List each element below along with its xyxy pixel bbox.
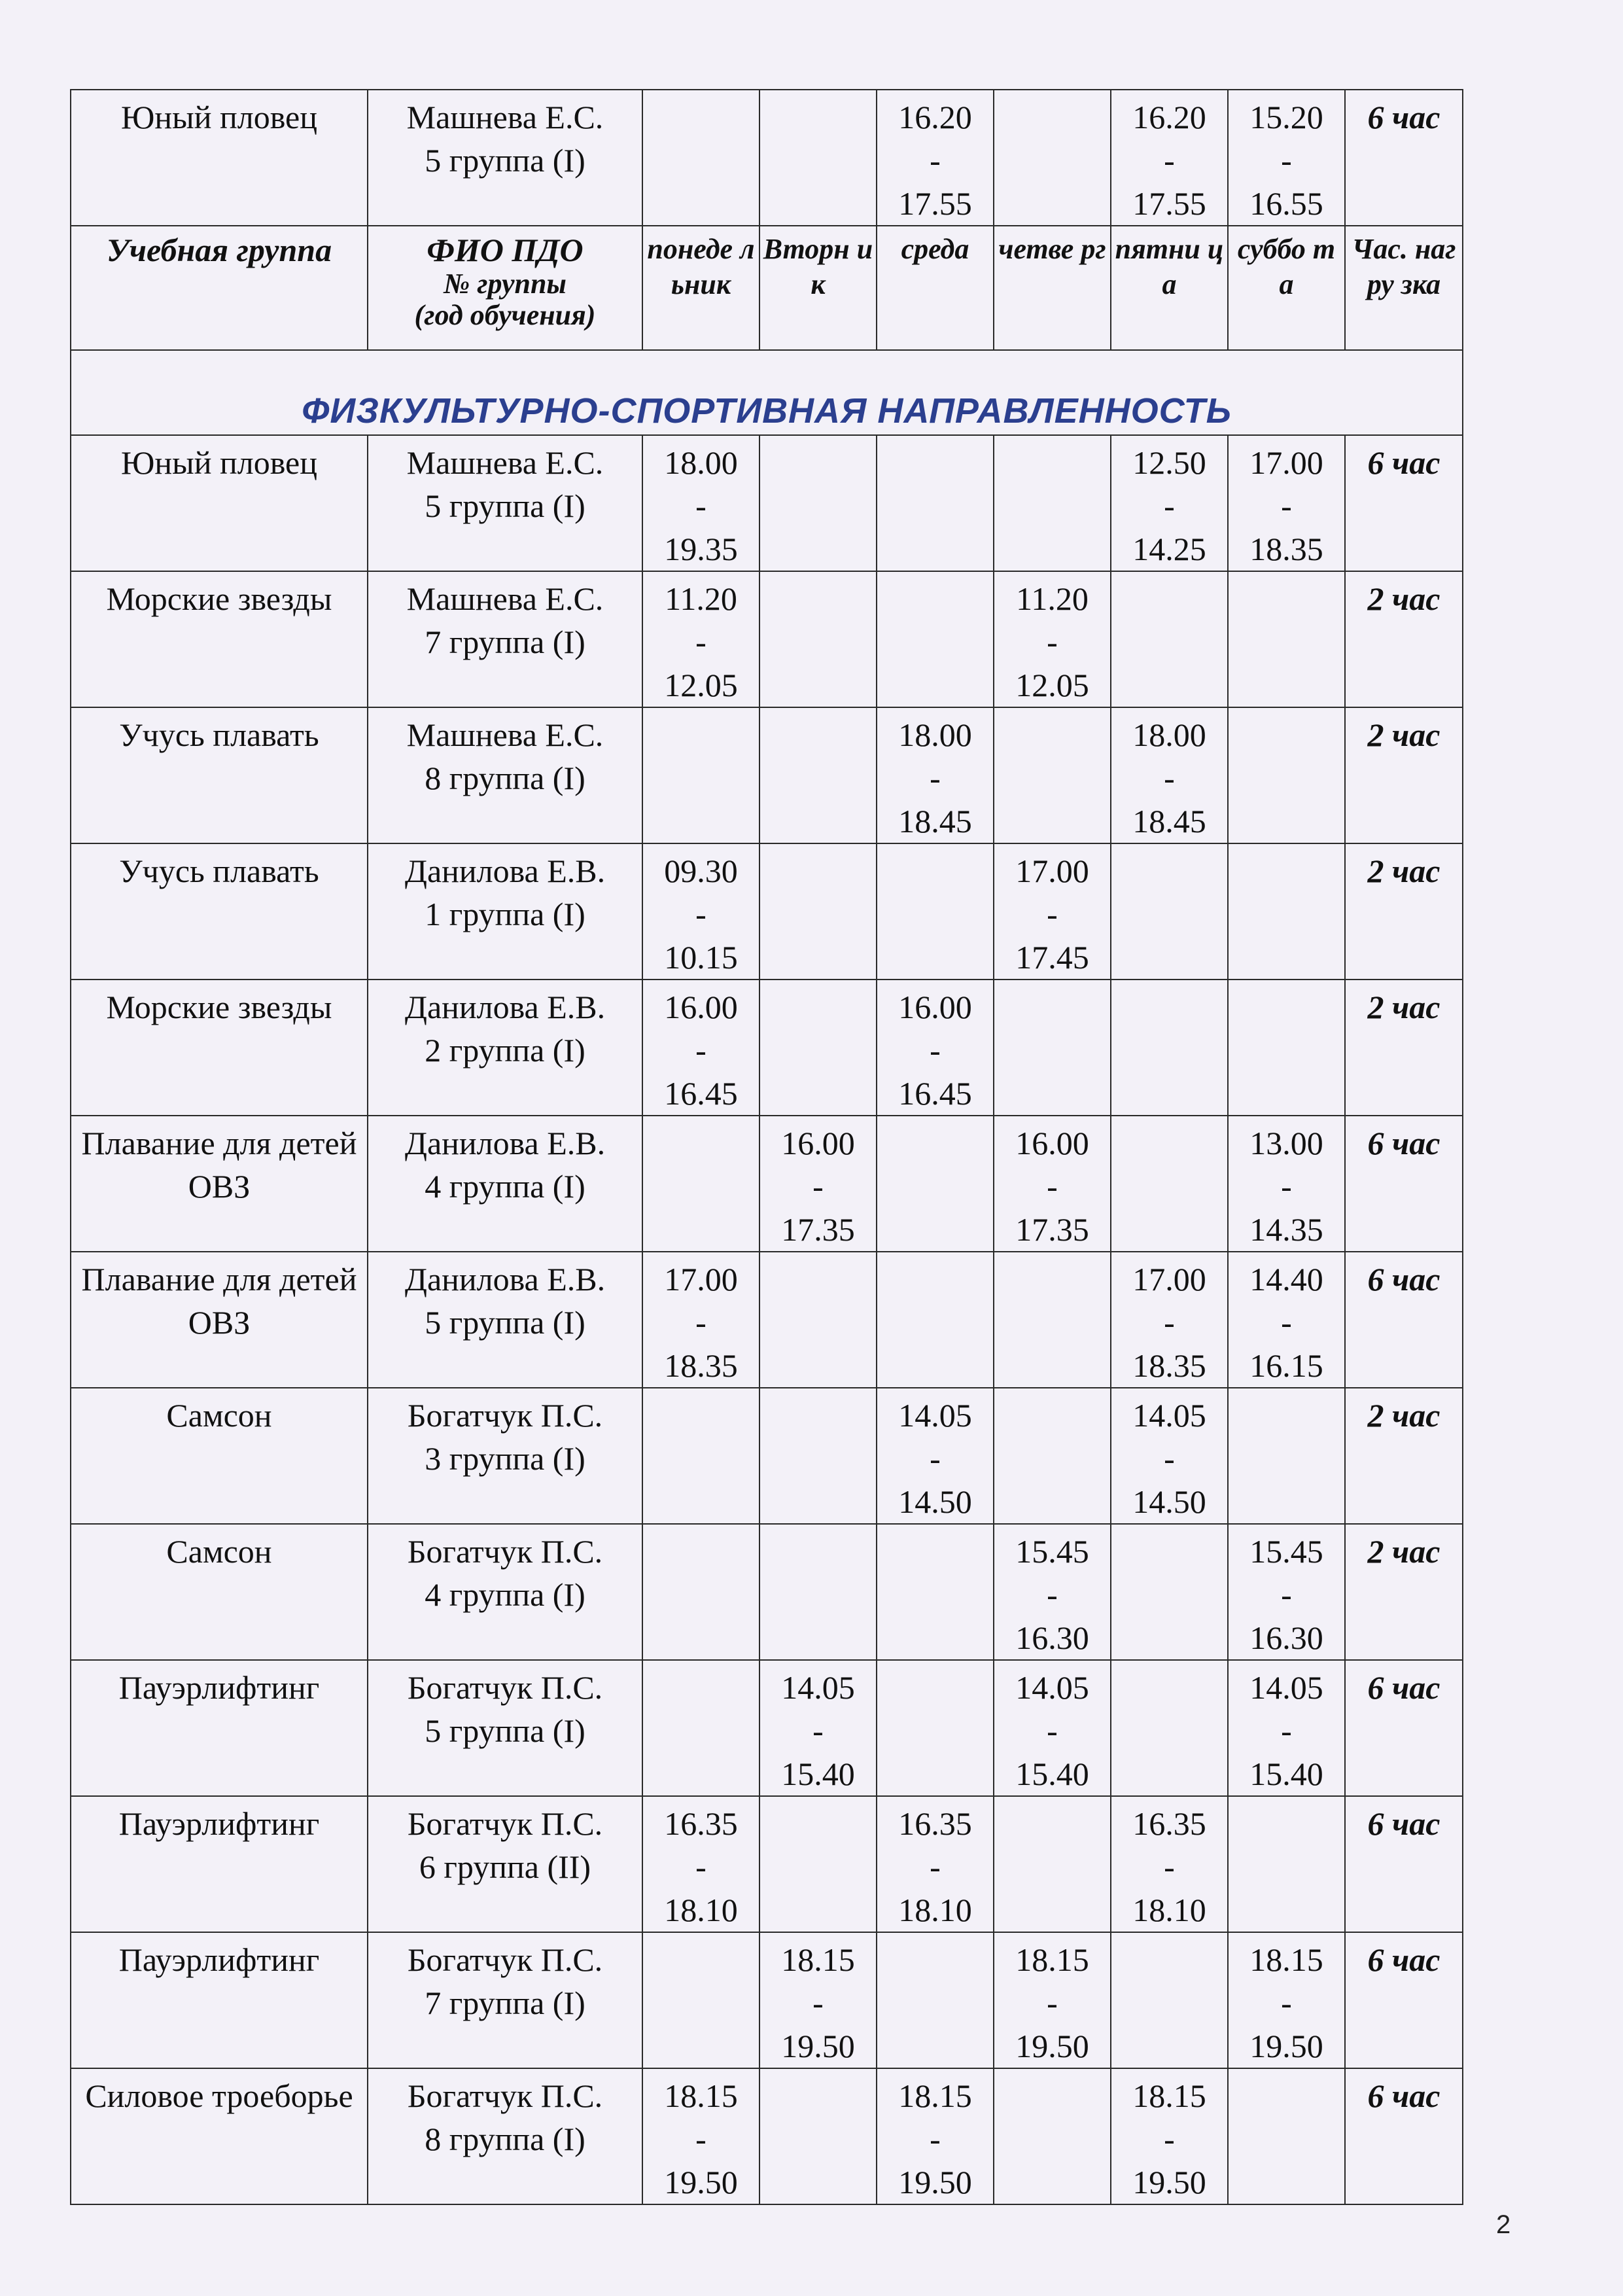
schedule-table bbox=[70, 89, 1463, 2205]
time-cell-friday bbox=[1111, 1796, 1228, 1932]
subgroup-label: 6 группа (II) bbox=[419, 1848, 591, 1885]
header-teacher bbox=[368, 226, 642, 350]
time-cell-monday bbox=[642, 707, 759, 843]
time-text: 16.45 bbox=[898, 1075, 972, 1112]
time-cell-friday bbox=[1111, 1660, 1228, 1796]
time-text: - bbox=[930, 2121, 941, 2157]
time-cell-thursday bbox=[994, 90, 1111, 226]
time-text: 16.00 bbox=[898, 989, 972, 1025]
time-cell-saturday bbox=[1228, 1116, 1345, 1252]
time-text: 16.20 bbox=[1132, 99, 1206, 135]
time-text: 18.00 bbox=[898, 716, 972, 753]
time-cell-thursday bbox=[994, 980, 1111, 1116]
table-row bbox=[71, 707, 1463, 843]
time-text: 18.35 bbox=[664, 1347, 738, 1384]
hours-cell: 6 час bbox=[1345, 2068, 1463, 2204]
header-monday: понеде льник bbox=[642, 226, 759, 350]
teacher-cell bbox=[368, 707, 642, 843]
time-cell-friday bbox=[1111, 1524, 1228, 1660]
hours-cell: 6 час bbox=[1345, 1796, 1463, 1932]
time-cell-saturday bbox=[1228, 1660, 1345, 1796]
time-text: - bbox=[1281, 142, 1292, 179]
group-name-cell: Учусь плавать bbox=[71, 707, 368, 843]
header-tuesday: Вторн ик bbox=[759, 226, 877, 350]
header-study-year: (год обучения) bbox=[414, 299, 596, 331]
time-cell-thursday bbox=[994, 1252, 1111, 1388]
time-cell-monday bbox=[642, 2068, 759, 2204]
time-cell-monday bbox=[642, 1660, 759, 1796]
time-text: 17.35 bbox=[1015, 1211, 1089, 1248]
time-text: - bbox=[695, 624, 707, 660]
time-cell-saturday bbox=[1228, 1388, 1345, 1524]
time-text: 15.45 bbox=[1249, 1533, 1323, 1570]
time-cell-thursday bbox=[994, 1116, 1111, 1252]
teacher-cell bbox=[368, 435, 642, 571]
time-text: - bbox=[1047, 624, 1058, 660]
time-text: 16.55 bbox=[1249, 185, 1323, 222]
time-cell-tuesday bbox=[759, 1524, 877, 1660]
time-text: 12.05 bbox=[1015, 667, 1089, 703]
time-cell-monday bbox=[642, 1524, 759, 1660]
time-text: 15.40 bbox=[781, 1756, 855, 1792]
group-name-cell: Силовое троеборье bbox=[71, 2068, 368, 2204]
time-cell-tuesday bbox=[759, 980, 877, 1116]
page-number: 2 bbox=[1496, 2210, 1511, 2239]
time-cell-friday bbox=[1111, 843, 1228, 980]
time-text: 14.05 bbox=[1015, 1669, 1089, 1706]
group-name-cell: Пауэрлифтинг bbox=[71, 1932, 368, 2068]
time-cell-saturday bbox=[1228, 435, 1345, 571]
group-name-cell: Юный пловец bbox=[71, 435, 368, 571]
time-text: 09.30 bbox=[664, 853, 738, 889]
time-text: - bbox=[930, 1440, 941, 1477]
time-text: 14.05 bbox=[781, 1669, 855, 1706]
teacher-name: Богатчук П.С. bbox=[407, 2077, 603, 2114]
time-text: 14.50 bbox=[898, 1483, 972, 1520]
teacher-cell bbox=[368, 1660, 642, 1796]
time-text: 16.00 bbox=[664, 989, 738, 1025]
time-cell-friday bbox=[1111, 1116, 1228, 1252]
time-text: 18.00 bbox=[1132, 716, 1206, 753]
subgroup-label: 2 группа (I) bbox=[425, 1032, 585, 1069]
time-cell-monday bbox=[642, 843, 759, 980]
time-cell-monday bbox=[642, 571, 759, 707]
table-row bbox=[71, 980, 1463, 1116]
time-text: - bbox=[1164, 142, 1175, 179]
teacher-name: Машнева Е.С. bbox=[406, 580, 604, 617]
time-cell-monday bbox=[642, 980, 759, 1116]
time-text: - bbox=[812, 1985, 824, 2021]
time-cell-friday bbox=[1111, 571, 1228, 707]
time-text: 14.05 bbox=[1249, 1669, 1323, 1706]
table-row bbox=[71, 1116, 1463, 1252]
hours-cell: 2 час bbox=[1345, 1524, 1463, 1660]
time-text: 17.00 bbox=[1132, 1261, 1206, 1298]
time-text: - bbox=[1281, 1576, 1292, 1613]
time-text: - bbox=[1164, 1440, 1175, 1477]
table-row bbox=[71, 1252, 1463, 1388]
time-text: 16.15 bbox=[1249, 1347, 1323, 1384]
time-text: - bbox=[812, 1168, 824, 1205]
time-cell-thursday bbox=[994, 1524, 1111, 1660]
hours-cell: 2 час bbox=[1345, 1388, 1463, 1524]
header-thursday: четве рг bbox=[994, 226, 1111, 350]
subgroup-label: 1 группа (I) bbox=[425, 896, 585, 932]
time-text: - bbox=[1047, 1168, 1058, 1205]
time-cell-saturday bbox=[1228, 843, 1345, 980]
table-row bbox=[71, 1932, 1463, 2068]
time-cell-wednesday bbox=[877, 980, 994, 1116]
time-cell-monday bbox=[642, 90, 759, 226]
time-text: 19.50 bbox=[781, 2028, 855, 2064]
time-cell-thursday bbox=[994, 1796, 1111, 1932]
teacher-cell bbox=[368, 1388, 642, 1524]
subgroup-label: 5 группа (I) bbox=[425, 1304, 585, 1341]
time-cell-friday bbox=[1111, 707, 1228, 843]
table-row bbox=[71, 1660, 1463, 1796]
group-name-cell: Плавание для детей ОВЗ bbox=[71, 1116, 368, 1252]
teacher-cell bbox=[368, 90, 642, 226]
hours-cell: 6 час bbox=[1345, 1660, 1463, 1796]
time-cell-thursday bbox=[994, 1932, 1111, 2068]
header-group-number: № группы bbox=[444, 268, 567, 300]
hours-cell: 2 час bbox=[1345, 980, 1463, 1116]
group-name-cell: Морские звезды bbox=[71, 980, 368, 1116]
time-text: - bbox=[695, 1848, 707, 1885]
table-row bbox=[71, 1524, 1463, 1660]
time-cell-friday bbox=[1111, 435, 1228, 571]
subgroup-label: 7 группа (I) bbox=[425, 624, 585, 660]
time-text: 14.40 bbox=[1249, 1261, 1323, 1298]
subgroup-label: 5 группа (I) bbox=[425, 487, 585, 524]
time-text: - bbox=[1164, 487, 1175, 524]
time-cell-thursday bbox=[994, 571, 1111, 707]
time-text: - bbox=[930, 142, 941, 179]
teacher-name: Богатчук П.С. bbox=[407, 1533, 603, 1570]
time-cell-tuesday bbox=[759, 1796, 877, 1932]
time-text: - bbox=[1047, 1712, 1058, 1749]
time-cell-friday bbox=[1111, 980, 1228, 1116]
time-text: 18.15 bbox=[1132, 2077, 1206, 2114]
teacher-name: Богатчук П.С. bbox=[407, 1941, 603, 1978]
time-cell-wednesday bbox=[877, 1932, 994, 2068]
time-text: 19.50 bbox=[664, 2164, 738, 2200]
time-text: - bbox=[930, 1848, 941, 1885]
group-name-cell: Пауэрлифтинг bbox=[71, 1796, 368, 1932]
time-text: - bbox=[1281, 1304, 1292, 1341]
table-row bbox=[71, 571, 1463, 707]
section-title: ФИЗКУЛЬТУРНО-СПОРТИВНАЯ НАПРАВЛЕННОСТЬ bbox=[71, 350, 1463, 435]
time-cell-wednesday bbox=[877, 707, 994, 843]
header-friday: пятни ца bbox=[1111, 226, 1228, 350]
time-cell-saturday bbox=[1228, 90, 1345, 226]
time-text: 19.35 bbox=[664, 531, 738, 567]
time-text: 17.35 bbox=[781, 1211, 855, 1248]
hours-cell: 2 час bbox=[1345, 843, 1463, 980]
time-text: - bbox=[930, 760, 941, 796]
table-row bbox=[71, 1388, 1463, 1524]
time-cell-saturday bbox=[1228, 571, 1345, 707]
time-text: - bbox=[1281, 1985, 1292, 2021]
time-text: 14.05 bbox=[898, 1397, 972, 1434]
time-cell-saturday bbox=[1228, 1932, 1345, 2068]
time-text: 19.50 bbox=[898, 2164, 972, 2200]
time-text: - bbox=[812, 1712, 824, 1749]
time-text: 18.15 bbox=[898, 2077, 972, 2114]
time-cell-saturday bbox=[1228, 2068, 1345, 2204]
group-name-cell: Морские звезды bbox=[71, 571, 368, 707]
teacher-name: Богатчук П.С. bbox=[407, 1805, 603, 1842]
hours-cell: 6 час bbox=[1345, 1252, 1463, 1388]
time-cell-monday bbox=[642, 1116, 759, 1252]
teacher-name: Данилова Е.В. bbox=[404, 989, 606, 1025]
time-text: 14.25 bbox=[1132, 531, 1206, 567]
group-name-cell: Учусь плавать bbox=[71, 843, 368, 980]
table-row bbox=[71, 2068, 1463, 2204]
time-cell-wednesday bbox=[877, 2068, 994, 2204]
subgroup-label: 4 группа (I) bbox=[425, 1576, 585, 1613]
time-cell-thursday bbox=[994, 707, 1111, 843]
time-text: 18.15 bbox=[664, 2077, 738, 2114]
header-teacher-name: ФИО ПДО bbox=[427, 232, 584, 268]
table-row bbox=[71, 90, 1463, 226]
subgroup-label: 3 группа (I) bbox=[425, 1440, 585, 1477]
teacher-name: Данилова Е.В. bbox=[404, 853, 606, 889]
time-cell-tuesday bbox=[759, 1932, 877, 2068]
time-text: 13.00 bbox=[1249, 1125, 1323, 1161]
time-text: 19.50 bbox=[1249, 2028, 1323, 2064]
time-text: - bbox=[1164, 760, 1175, 796]
time-cell-saturday bbox=[1228, 1252, 1345, 1388]
time-cell-wednesday bbox=[877, 571, 994, 707]
teacher-cell bbox=[368, 1796, 642, 1932]
time-cell-tuesday bbox=[759, 1660, 877, 1796]
time-cell-wednesday bbox=[877, 1252, 994, 1388]
time-text: - bbox=[1281, 1712, 1292, 1749]
time-text: - bbox=[1164, 1304, 1175, 1341]
header-saturday: суббо та bbox=[1228, 226, 1345, 350]
time-text: 14.35 bbox=[1249, 1211, 1323, 1248]
schedule-body bbox=[71, 90, 1463, 2204]
group-name-cell: Самсон bbox=[71, 1388, 368, 1524]
time-text: 11.20 bbox=[1016, 580, 1089, 617]
time-text: 19.50 bbox=[1132, 2164, 1206, 2200]
subgroup-label: 5 группа (I) bbox=[425, 1712, 585, 1749]
time-text: 10.15 bbox=[664, 939, 738, 976]
time-cell-saturday bbox=[1228, 1524, 1345, 1660]
time-cell-wednesday bbox=[877, 1660, 994, 1796]
time-cell-monday bbox=[642, 1252, 759, 1388]
time-text: 18.45 bbox=[898, 803, 972, 839]
time-cell-tuesday bbox=[759, 1388, 877, 1524]
time-text: 18.10 bbox=[1132, 1892, 1206, 1928]
section-row bbox=[71, 350, 1463, 435]
time-cell-wednesday bbox=[877, 1524, 994, 1660]
time-cell-tuesday bbox=[759, 843, 877, 980]
time-text: 15.45 bbox=[1015, 1533, 1089, 1570]
table-row bbox=[71, 843, 1463, 980]
time-cell-monday bbox=[642, 435, 759, 571]
header-group: Учебная группа bbox=[71, 226, 368, 350]
teacher-name: Машнева Е.С. bbox=[406, 99, 604, 135]
time-text: 12.50 bbox=[1132, 444, 1206, 481]
teacher-cell bbox=[368, 1252, 642, 1388]
time-text: - bbox=[1047, 1576, 1058, 1613]
hours-cell: 2 час bbox=[1345, 571, 1463, 707]
subgroup-label: 5 группа (I) bbox=[425, 142, 585, 179]
time-cell-tuesday bbox=[759, 1252, 877, 1388]
time-cell-tuesday bbox=[759, 2068, 877, 2204]
time-text: 17.55 bbox=[1132, 185, 1206, 222]
time-text: 17.45 bbox=[1015, 939, 1089, 976]
time-text: - bbox=[1281, 1168, 1292, 1205]
time-text: - bbox=[695, 487, 707, 524]
time-cell-thursday bbox=[994, 2068, 1111, 2204]
time-cell-wednesday bbox=[877, 435, 994, 571]
time-cell-wednesday bbox=[877, 1388, 994, 1524]
time-cell-wednesday bbox=[877, 1796, 994, 1932]
subgroup-label: 7 группа (I) bbox=[425, 1985, 585, 2021]
teacher-cell bbox=[368, 1524, 642, 1660]
time-cell-tuesday bbox=[759, 90, 877, 226]
time-text: 16.30 bbox=[1015, 1619, 1089, 1656]
time-cell-tuesday bbox=[759, 1116, 877, 1252]
time-cell-tuesday bbox=[759, 435, 877, 571]
group-name-cell: Плавание для детей ОВЗ bbox=[71, 1252, 368, 1388]
teacher-cell bbox=[368, 2068, 642, 2204]
teacher-name: Богатчук П.С. bbox=[407, 1669, 603, 1706]
teacher-cell bbox=[368, 843, 642, 980]
time-cell-saturday bbox=[1228, 980, 1345, 1116]
time-cell-thursday bbox=[994, 435, 1111, 571]
time-text: - bbox=[1047, 1985, 1058, 2021]
hours-cell: 6 час bbox=[1345, 1932, 1463, 2068]
time-cell-saturday bbox=[1228, 1796, 1345, 1932]
table-row bbox=[71, 1796, 1463, 1932]
hours-cell: 6 час bbox=[1345, 435, 1463, 571]
time-cell-friday bbox=[1111, 90, 1228, 226]
teacher-name: Богатчук П.С. bbox=[407, 1397, 603, 1434]
time-text: 16.00 bbox=[781, 1125, 855, 1161]
time-text: 16.35 bbox=[898, 1805, 972, 1842]
time-text: 16.35 bbox=[664, 1805, 738, 1842]
time-text: - bbox=[930, 1032, 941, 1069]
time-text: 15.40 bbox=[1249, 1756, 1323, 1792]
time-text: - bbox=[1047, 896, 1058, 932]
time-text: 18.35 bbox=[1132, 1347, 1206, 1384]
time-text: 14.05 bbox=[1132, 1397, 1206, 1434]
time-text: 18.15 bbox=[781, 1941, 855, 1978]
subgroup-label: 8 группа (I) bbox=[425, 2121, 585, 2157]
time-cell-monday bbox=[642, 1932, 759, 2068]
teacher-name: Машнева Е.С. bbox=[406, 716, 604, 753]
teacher-name: Данилова Е.В. bbox=[404, 1125, 606, 1161]
time-cell-tuesday bbox=[759, 707, 877, 843]
time-text: 18.15 bbox=[1249, 1941, 1323, 1978]
table-row bbox=[71, 435, 1463, 571]
time-cell-thursday bbox=[994, 843, 1111, 980]
time-text: 16.45 bbox=[664, 1075, 738, 1112]
time-text: 17.00 bbox=[664, 1261, 738, 1298]
teacher-cell bbox=[368, 571, 642, 707]
time-cell-wednesday bbox=[877, 90, 994, 226]
table-header-row bbox=[71, 226, 1463, 350]
time-text: 16.35 bbox=[1132, 1805, 1206, 1842]
teacher-name: Данилова Е.В. bbox=[404, 1261, 606, 1298]
hours-cell: 6 час bbox=[1345, 1116, 1463, 1252]
time-text: 18.10 bbox=[898, 1892, 972, 1928]
hours-cell: 6 час bbox=[1345, 90, 1463, 226]
group-name-cell: Самсон bbox=[71, 1524, 368, 1660]
time-text: 17.55 bbox=[898, 185, 972, 222]
time-text: 19.50 bbox=[1015, 2028, 1089, 2064]
time-cell-friday bbox=[1111, 1932, 1228, 2068]
time-text: - bbox=[695, 896, 707, 932]
time-text: 16.20 bbox=[898, 99, 972, 135]
subgroup-label: 8 группа (I) bbox=[425, 760, 585, 796]
time-text: - bbox=[1164, 2121, 1175, 2157]
time-text: 18.45 bbox=[1132, 803, 1206, 839]
time-text: 16.30 bbox=[1249, 1619, 1323, 1656]
time-text: 12.05 bbox=[664, 667, 738, 703]
time-text: 14.50 bbox=[1132, 1483, 1206, 1520]
time-cell-wednesday bbox=[877, 1116, 994, 1252]
time-cell-wednesday bbox=[877, 843, 994, 980]
time-cell-monday bbox=[642, 1796, 759, 1932]
header-hours: Час. нагру зка bbox=[1345, 226, 1463, 350]
time-cell-monday bbox=[642, 1388, 759, 1524]
time-text: - bbox=[695, 1304, 707, 1341]
time-text: 15.40 bbox=[1015, 1756, 1089, 1792]
time-cell-friday bbox=[1111, 1388, 1228, 1524]
time-cell-thursday bbox=[994, 1660, 1111, 1796]
time-text: 11.20 bbox=[665, 580, 737, 617]
time-text: - bbox=[1164, 1848, 1175, 1885]
time-cell-friday bbox=[1111, 1252, 1228, 1388]
teacher-name: Машнева Е.С. bbox=[406, 444, 604, 481]
time-text: 17.00 bbox=[1249, 444, 1323, 481]
teacher-cell bbox=[368, 1932, 642, 2068]
time-text: 18.15 bbox=[1015, 1941, 1089, 1978]
time-text: 18.10 bbox=[664, 1892, 738, 1928]
hours-cell: 2 час bbox=[1345, 707, 1463, 843]
subgroup-label: 4 группа (I) bbox=[425, 1168, 585, 1205]
group-name-cell: Пауэрлифтинг bbox=[71, 1660, 368, 1796]
teacher-cell bbox=[368, 980, 642, 1116]
time-text: 18.00 bbox=[664, 444, 738, 481]
time-cell-tuesday bbox=[759, 571, 877, 707]
time-text: 16.00 bbox=[1015, 1125, 1089, 1161]
time-text: - bbox=[695, 2121, 707, 2157]
time-cell-saturday bbox=[1228, 707, 1345, 843]
time-text: - bbox=[1281, 487, 1292, 524]
time-text: - bbox=[695, 1032, 707, 1069]
time-text: 18.35 bbox=[1249, 531, 1323, 567]
header-wednesday: среда bbox=[877, 226, 994, 350]
time-cell-thursday bbox=[994, 1388, 1111, 1524]
teacher-cell bbox=[368, 1116, 642, 1252]
time-text: 17.00 bbox=[1015, 853, 1089, 889]
group-name-cell: Юный пловец bbox=[71, 90, 368, 226]
time-text: 15.20 bbox=[1249, 99, 1323, 135]
time-cell-friday bbox=[1111, 2068, 1228, 2204]
